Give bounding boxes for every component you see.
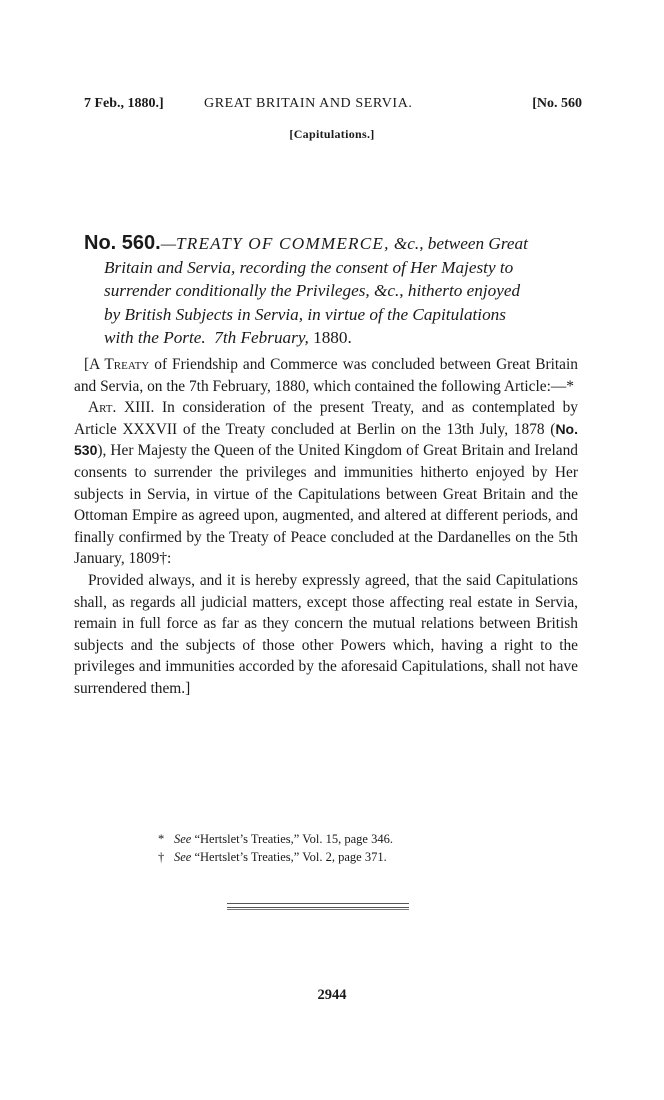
treaty-reference: No. 530 xyxy=(74,420,578,459)
heading-line5-a: with the Porte. xyxy=(104,328,206,347)
footnotes xyxy=(158,830,518,866)
intro-small-caps: Treaty xyxy=(104,356,150,373)
running-head xyxy=(84,96,582,120)
intro-text: of Friendship and Commerce was concluded between Great Britain and Servia, on the 7th February, 1880, which contained the following Article:—* xyxy=(74,356,578,395)
footnote-see: See xyxy=(174,832,192,846)
article-text-a: XIII. In consideration of the present Treaty, and as contemplated by Article XXXVII of the Treaty concluded at Berlin on the 13th July, 1878 ( xyxy=(74,399,578,438)
treaty-heading xyxy=(84,232,574,350)
heading-treaty-caps: TREATY OF COMMERCE, xyxy=(176,234,390,253)
footnote-see: See xyxy=(174,850,192,864)
paragraph-intro xyxy=(74,354,578,397)
page-number: 2944 xyxy=(317,987,347,1003)
heading-line3: surrender conditionally the Privileges, &c., hitherto enjoyed xyxy=(104,281,521,300)
heading-year: 1880. xyxy=(313,328,352,347)
footnote-text: “Hertslet’s Treaties,” Vol. 15, page 346. xyxy=(191,832,393,846)
footnote-text: “Hertslet’s Treaties,” Vol. 2, page 371. xyxy=(191,850,387,864)
heading-line4: by British Subjects in Servia, in virtue of the Capitulations xyxy=(104,304,506,324)
intro-bracket: [A xyxy=(84,356,105,373)
article-text-b: ), Her Majesty the Queen of the United Kingdom of Great Britain and Ireland consents to surrender the privileges and immunities hitherto enjoyed by Her subjects in Servia, in virtue of the Capitulations between Great Britain and the Ottoman Empire as agreed upon, augmented, and altered at different periods, and finally confirmed by the Treaty of Peace concluded at the Dardanelles on the 5th January, 1809†: xyxy=(74,442,578,568)
end-rule xyxy=(227,903,409,908)
footnote-1 xyxy=(158,830,518,848)
running-head-title: GREAT BRITAIN AND SERVIA. xyxy=(204,96,413,111)
treaty-number: No. 560. xyxy=(84,232,161,254)
running-head-subtitle: [Capitulations.] xyxy=(289,127,375,141)
running-head-date: 7 Feb., 1880.] xyxy=(84,96,164,111)
running-head-number: [No. 560 xyxy=(532,96,582,111)
heading-line1-rest: &c., between Great xyxy=(389,234,528,253)
footnote-2 xyxy=(158,848,518,866)
heading-line2: Britain and Servia, recording the consent of Her Majesty to xyxy=(104,257,514,277)
heading-line5-b: 7th February, xyxy=(214,328,309,347)
footnote-mark: † xyxy=(158,850,165,864)
footnote-mark: * xyxy=(158,832,165,846)
treaty-body xyxy=(74,354,578,700)
paragraph-proviso: Provided always, and it is hereby expressly agreed, that the said Capitulations shall, as regards all judicial matters, except those affecting real estate in Servia, remain in full force as far as they concern the mutual relations between British subjects and the subjects of those other Powers which, having a right to the privileges and immunities accorded by the aforesaid Capitulations, shall not have surrendered them.] xyxy=(74,571,578,697)
paragraph-article-xiii xyxy=(74,397,578,570)
article-label: Art. xyxy=(88,399,117,417)
heading-dash: — xyxy=(160,234,176,253)
